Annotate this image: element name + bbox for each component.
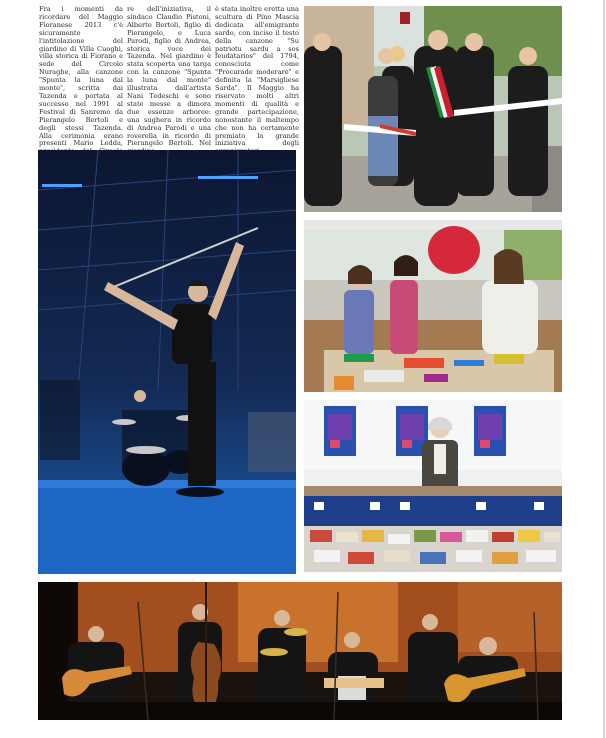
article-column-3: è stata inoltre eretta una scultura di Pino Mascia dedicata all'emigrante sardo, con inciso il testo della canzone "Su patriotu sardu a sos feudatarios" del 1794, conosciuta come "Procurade moderare" e definita la "Marsigliese Sarda". Il Maggio ha riservato molti altri momenti di qualità e grande partecipazione, nonostante il maltempo che non ha certamente premiato la grande iniziativa degli xyxy=(215,5,299,148)
photo-children-crafts xyxy=(304,220,562,392)
article-column-2: re dell'iniziativa, il sindaco Claudio Pistoni, Alberto Bertoli, figlio di Pierangelo, e Luca Parodi, figlio di Andrea, storica voce dei Tazenda. Nel giardino è stata scoperta una targa con la canzone "Spunta la luna dal monte" illustrata dall'artista Nani Tedeschi e sono state messe a dimora due essenze arboree: una sughera in ricordo di Andrea Parodi e una roverella in ricordo di Pierangelo Bertoli. Nel xyxy=(127,5,211,148)
photo-stage-performer xyxy=(38,150,296,574)
photo-band-performance xyxy=(38,582,562,720)
photo-ribbon-cutting xyxy=(304,6,562,212)
page-edge-rule xyxy=(603,0,605,738)
photo-book-exhibit xyxy=(304,400,562,572)
article-column-1: Fra i momenti da ricordare del Maggio Fioranese 2013 c'è sicuramente l'intitolazione del giardino di Villa Cuoghi, villa storica di Fiorano e sede del Circolo Nuraghe, alla canzone "Spunta la luna dal monte", scritta dai Tazenda e portata al successo nel 1991 al Festival di Sanremo da Pierangelo Bertoli e degli stessi Tazenda. Alla cerimonia erano presenti Mario Ledda, xyxy=(39,5,123,148)
